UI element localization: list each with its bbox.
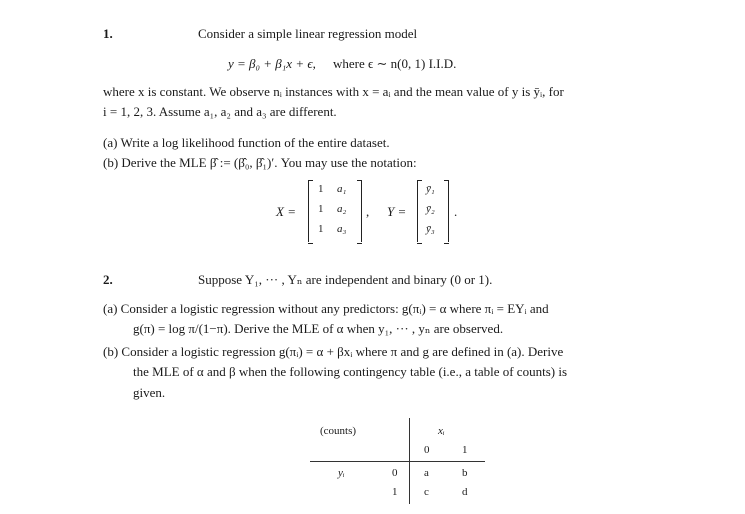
problem-1-number: 1.	[103, 26, 113, 41]
matrix-x-r1-c1: 1	[318, 183, 324, 195]
matrix-y-r1: ȳ₁	[426, 183, 435, 195]
table-vertical-rule	[409, 418, 410, 504]
table-y-value-0: 0	[392, 467, 398, 479]
table-y-header: yᵢ	[338, 467, 345, 479]
table-cell-a: a	[424, 467, 429, 479]
matrix-x-label: X =	[276, 204, 296, 219]
table-y-value-1: 1	[392, 486, 398, 498]
matrix-x	[308, 180, 362, 242]
problem-2-number: 2.	[103, 272, 113, 287]
matrix-x-r3-c1: 1	[318, 223, 324, 235]
problem-1-part-b: (b) Derive the MLE β̂ := (β̂₀, β̂₁)′. You may use the notation:	[103, 155, 417, 170]
table-cell-c: c	[424, 486, 429, 498]
problem-1-text-line-1: where x is constant. We observe nᵢ instances with x = aᵢ and the mean value of y is ȳᵢ, for	[103, 84, 564, 99]
problem-2-part-b-line-1: (b) Consider a logistic regression g(πᵢ) = α + βxᵢ where π and g are defined in (a). Derive	[103, 344, 564, 359]
table-cell-b: b	[462, 467, 468, 479]
table-x-value-0: 0	[424, 444, 430, 456]
matrix-y-r2: ȳ₂	[426, 203, 435, 215]
problem-2-part-a-line-1: (a) Consider a logistic regression without any predictors: g(πᵢ) = α where πᵢ = EYᵢ and	[103, 301, 549, 316]
matrix-x-r3-c2: a₃	[337, 223, 347, 235]
table-cell-d: d	[462, 486, 468, 498]
problem-2-part-b-line-2: the MLE of α and β when the following contingency table (i.e., a table of counts) is	[133, 364, 568, 379]
regression-equation: y = β₀ + β₁x + ϵ,	[228, 56, 316, 71]
problem-1-intro: Consider a simple linear regression model	[198, 26, 418, 41]
matrix-x-r1-c2: a₁	[337, 183, 347, 195]
matrix-y-r3: ȳ₃	[426, 223, 435, 235]
table-corner-label: (counts)	[320, 425, 357, 437]
matrix-x-r2-c2: a₂	[337, 203, 347, 215]
matrix-separator-comma: ,	[366, 204, 370, 219]
table-x-value-1: 1	[462, 444, 468, 456]
problem-1-part-a: (a) Write a log likelihood function of the entire dataset.	[103, 135, 390, 150]
error-distribution: where ϵ ∼ n(0, 1) I.I.D.	[333, 56, 457, 71]
matrix-y	[417, 180, 449, 242]
problem-2-intro: Suppose Y₁, ··· , Yₙ are independent and binary (0 or 1).	[198, 272, 493, 287]
contingency-table	[310, 418, 485, 504]
problem-2-part-b-line-3: given.	[133, 385, 166, 400]
problem-2-part-a-line-2: g(π) = log π/(1−π). Derive the MLE of α when y₁, ··· , yₙ are observed.	[133, 321, 504, 336]
problem-1-text-line-2: i = 1, 2, 3. Assume a₁, a₂ and a₃ are different.	[103, 104, 337, 119]
matrix-x-r2-c1: 1	[318, 203, 324, 215]
matrix-end-period: .	[454, 204, 458, 219]
table-header-rule	[310, 461, 485, 462]
table-x-header: xᵢ	[438, 425, 445, 437]
matrix-y-label: Y =	[387, 204, 407, 219]
